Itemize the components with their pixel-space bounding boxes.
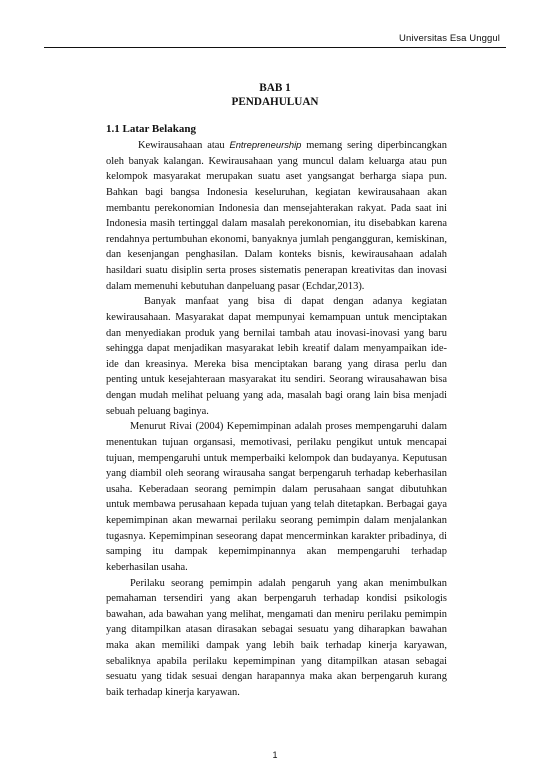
header-divider	[44, 47, 506, 48]
chapter-title: PENDAHULUAN	[231, 96, 319, 108]
paragraph-1-lead: Kewirausahaan atau	[138, 140, 230, 151]
page-number: 1	[272, 750, 278, 760]
paragraph-1-rest: memang sering diperbincangkan oleh banyak kalangan. Kewirausahaan yang muncul dalam keluarga atau pun kelompok masyarakat merupakan suatu aset yangsangat berharga siapa pun. Bahkan bagi bangsa Indonesia keseluruhan, kegiatan kewirausahaan akan membantu perekonomian Indonesia dan mensejahterakan rakyat. Pada saat ini Indonesia masih tertinggal dalam masalah perekonomian, itu disebabkan karena rendahnya pertumbuhan ekonomi, banyaknya jumlah pengangguran, kemiskinan, dan kesenjangan penghasilan. Dalam konteks bisnis, kewirausahaan adalah hasildari suatu disiplin serta proses sistematis penerapan kreativitas dan inovasi dalam memenuhi kebutuhan danpeluang pasar (Echdar,2013).	[106, 140, 448, 292]
paragraph-1	[106, 137, 447, 294]
section-heading: 1.1 Latar Belakang	[106, 123, 196, 135]
chapter-number: BAB 1	[259, 82, 291, 94]
paragraph-3: Menurut Rivai (2004) Kepemimpinan adalah proses mempengaruhi dalam menentukan tujuan organsasi, memotivasi, perilaku pengikut untuk mencapai tujuan, mempengaruhi untuk memperbaiki kelompok dan budayanya. Keputusan yang diambil oleh seorang wirausaha sangat berpengaruh terhadap keberhasilan usaha. Keberadaan seorang pemimpin dalam perusahaan sangat dibutuhkan untuk membawa perusahaan kepada tujuan yang telah ditetapkan. Berbagai gaya kepemimpinan akan mewarnai perilaku seorang pemimpin dalam menjalankan tugasnya. Kepemimpinan seseorang dapat mencerminkan karakter pribadinya, di samping itu dampak kepemimpinannya akan mempengaruhi terhadap keberhasilan usaha.	[106, 421, 447, 573]
running-header: Universitas Esa Unggul	[399, 33, 500, 44]
paragraph-2: Banyak manfaat yang bisa di dapat dengan adanya kegiatan kewirausahaan. Masyarakat dapat mempunyai kemampuan untuk menciptakan dan menyediakan produk yang bernilai tambah atau inovasi-inovasi yang baru sehingga dapat menjadikan masyarakat lebih kreatif dalam menyampaikan ide-ide dan kreasinya. Mereka bisa menciptakan barang yang dirasa perlu dan penting untuk kesejahteraan masyarakat itu sendiri. Seorang wirausahawan bisa dengan mudah melihat peluang yang ada, masalah bagi orang lain bisa menjadi sebuah peluang baginya.	[106, 296, 447, 417]
body-text	[106, 137, 447, 701]
paragraph-4: Perilaku seorang pemimpin adalah pengaruh yang akan menimbulkan pemahaman tersendiri yang akan berpengaruh terhadap kondisi psikologis bawahan, ada bawahan yang melihat, mengamati dan meniru perilaku pemimpin yang ditampilkan atasan dirasakan sebagai sesuatu yang diharapkan bawahan maka akan memiliki dampak yang lebih baik terhadap kinerja karyawan, sebaliknya apabila perilaku kepemimpinan yang ditampilkan atasan sebagai sesuatu yang tidak sesuai dengan harapannya maka akan berpengaruh kurang baik terhadap kinerja karyawan.	[106, 577, 447, 698]
term-entrepreneurship: Entrepreneurship	[229, 139, 302, 150]
